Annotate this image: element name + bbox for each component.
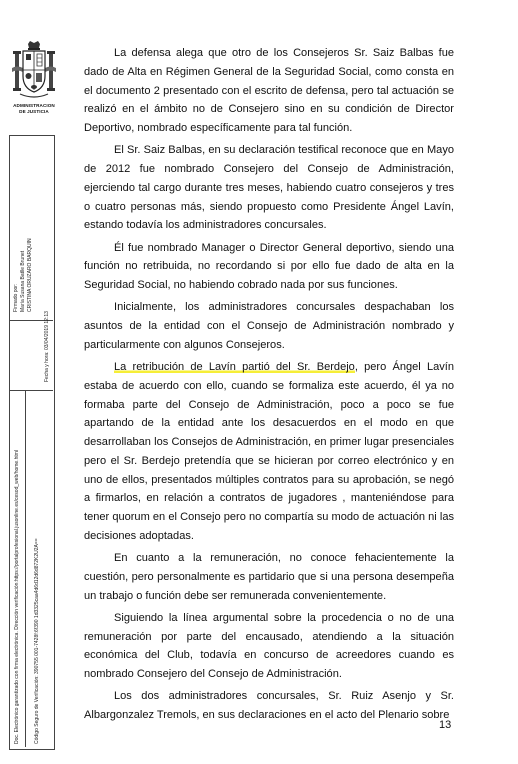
electronic-document-notice: Doc. Electrónico garantizado con firma electrónica. Dirección verificación:https://portalprofesional.jusonline.es/cesod_web/home.html <box>14 449 20 744</box>
signed-by-label: Firmado por: <box>13 283 19 312</box>
document-body <box>84 44 454 725</box>
margin-divider <box>9 390 53 391</box>
paragraph-2: El Sr. Saiz Balbas, en su declaración testifical reconoce que en Mayo de 2012 fue nombrado Consejero del Consejo de Administración, ejerciendo tal cargo durante tres meses, habiendo cuatro consejeros y tres o cuatro personas más, siendo propuesto como Presidente Ángel Lavín, estando todavía los administradores concursales. <box>84 144 454 232</box>
signer-2: CRISTINA ORUZARO BARQUIN <box>27 238 33 312</box>
emblem-caption-line2: DE JUSTICIA <box>19 109 49 114</box>
verification-code: Código Seguro de Verificación: 390755 001-7428f:6f390 1d3325caa4d6d12d6d872K2U2A== <box>34 538 40 744</box>
margin-inner-divider <box>25 390 26 747</box>
paragraph-8: Los dos administradores concursales, Sr. Ruiz Asenjo y Sr. Albargonzalez Tremols, en sus declaraciones en el acto del Plenario sobre <box>84 690 454 721</box>
paragraph-7: Siguiendo la línea argumental sobre la procedencia o no de una remuneración por parte del encausado, atendiendo a la situación económica del Club, todavía en concurso de acreedores cuando es nombrado Consejero del Consejo de Administración. <box>84 611 454 680</box>
highlighted-phrase: La retribución de Lavín partió del Sr. Berdejo <box>114 361 355 373</box>
signature-datetime: Fecha y hora: 03/04/2019 12:13 <box>44 311 50 382</box>
paragraph-4: Inicialmente, los administradores concursales despachaban los asuntos de la entidad con el Consejo de Administración nombrado y particularmente con algunos Consejeros. <box>84 301 454 351</box>
paragraph-3: Él fue nombrado Manager o Director General deportivo, siendo una función no retribuida, no recordando si por ello fue dado de alta en la Seguridad Social, no habiendo cobrado nada por sus funciones. <box>84 241 454 291</box>
paragraph-1: La defensa alega que otro de los Consejeros Sr. Saiz Balbas fue dado de Alta en Régimen General de la Seguridad Social, como consta en el documento 2 presentado con el escrito de defensa, pero tal actuación se realizó en el ámbito no de Consejero sino en su condición de Director Deportivo, nombrado específicamente para tal función. <box>84 47 454 134</box>
coat-of-arms-icon <box>12 40 56 100</box>
signer-1: María Susana Batlle Brunet <box>20 250 26 312</box>
paragraph-6: En cuanto a la remuneración, no conoce fehacientemente la cuestión, pero personalmente es partidario que si una persona desempeña un trabajo o función debe ser remunerada convenientemente. <box>84 552 454 602</box>
paragraph-5 <box>84 358 454 546</box>
paragraph-5-rest: , pero Ángel Lavín estaba de acuerdo con ello, cuando se formaliza este acuerdo, él ya no formaba parte del Consejo de Administración, poco a poco se fue apartando de la entidad ante los desacuerdos en el modo en que desarrollaban los Consejos de Administración, en primer lugar presenciales pero el Sr. Berdejo pretendía que se hicieran por correo electrónico y en uno de ellos, presentados múltiples contratos para su aprobación, se negó a firmarlos, en relación a contratos de jugadores , manteniéndose para tener quorum en el Consejo pero no compartía su modo de actuación ni las decisiones adoptadas. <box>84 361 454 542</box>
emblem-caption-line1: ADMINISTRACION <box>13 103 55 108</box>
page-number: 13 <box>439 719 452 731</box>
emblem-caption <box>4 103 64 115</box>
